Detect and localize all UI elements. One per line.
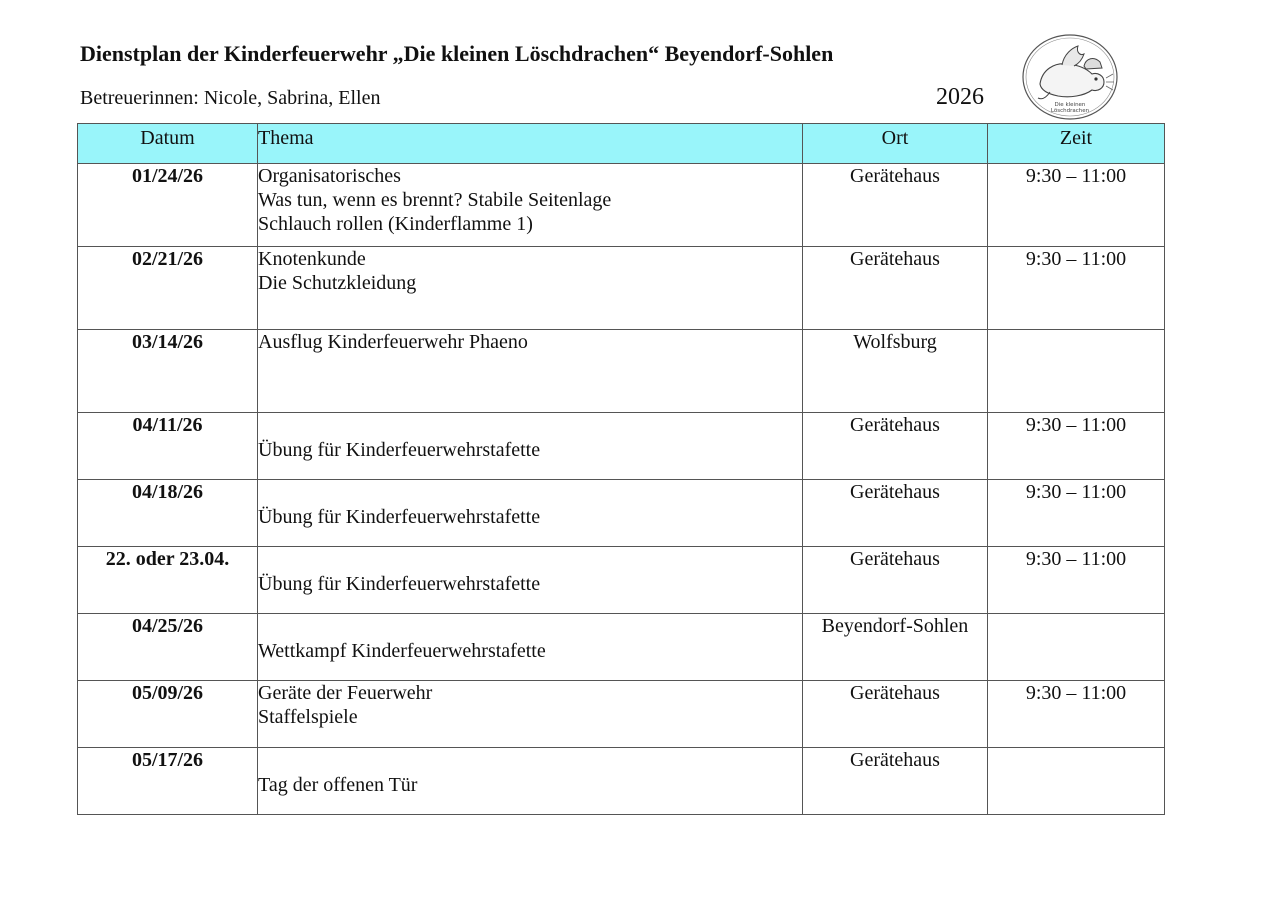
row-place: Beyendorf-Sohlen [803,614,988,681]
row-time: 9:30 – 11:00 [988,547,1165,614]
table-row [78,547,1165,614]
svg-text:Löschdrachen: Löschdrachen [1050,108,1090,114]
row-time: 9:30 – 11:00 [988,480,1165,547]
row-place: Wolfsburg [803,330,988,413]
row-topic [258,330,803,413]
topic-line: Organisatorisches [258,165,401,187]
column-header-date: Datum [78,124,258,164]
table-row [78,681,1165,748]
row-date: 04/11/26 [78,413,258,480]
row-date: 01/24/26 [78,164,258,247]
row-time [988,330,1165,413]
topic-line: Schlauch rollen (Kinderflamme 1) [258,213,533,235]
row-time [988,614,1165,681]
row-date: 03/14/26 [78,330,258,413]
row-topic [258,547,803,614]
row-topic [258,480,803,547]
row-topic [258,614,803,681]
topic-line: Die Schutzkleidung [258,272,417,294]
topic-line: Übung für Kinderfeuerwehrstafette [258,573,541,595]
row-date: 05/09/26 [78,681,258,748]
row-date: 04/25/26 [78,614,258,681]
row-place: Gerätehaus [803,164,988,247]
row-place: Gerätehaus [803,547,988,614]
topic-line: Knotenkunde [258,248,366,270]
row-topic [258,748,803,815]
topic-line: Geräte der Feuerwehr [258,682,433,704]
page-title: Dienstplan der Kinderfeuerwehr „Die kleinen Löschdrachen“ Beyendorf-Sohlen [80,41,834,66]
topic-line: Tag der offenen Tür [258,774,418,796]
column-header-place: Ort [803,124,988,164]
row-place: Gerätehaus [803,247,988,330]
row-place: Gerätehaus [803,480,988,547]
row-time: 9:30 – 11:00 [988,681,1165,748]
table-row [78,164,1165,247]
topic-line: Ausflug Kinderfeuerwehr Phaeno [258,331,528,353]
table-header-row [78,124,1165,164]
row-time [988,748,1165,815]
row-place: Gerätehaus [803,413,988,480]
year-label: 2026 [936,84,984,110]
column-header-time: Zeit [988,124,1165,164]
dragon-logo-icon [1020,32,1120,122]
row-topic [258,247,803,330]
duty-schedule-table [77,123,1165,815]
topic-line: Wettkampf Kinderfeuerwehrstafette [258,640,546,662]
topic-line: Was tun, wenn es brennt? Stabile Seitenlage [258,189,612,211]
row-date: 05/17/26 [78,748,258,815]
table-row [78,413,1165,480]
table-row [78,748,1165,815]
row-place: Gerätehaus [803,748,988,815]
table-row [78,247,1165,330]
column-header-topic: Thema [258,124,803,164]
svg-text:Die kleinen: Die kleinen [1054,102,1086,108]
topic-line: Übung für Kinderfeuerwehrstafette [258,506,541,528]
topic-line: Übung für Kinderfeuerwehrstafette [258,439,541,461]
row-topic [258,681,803,748]
row-topic [258,413,803,480]
table-row [78,330,1165,413]
row-time: 9:30 – 11:00 [988,413,1165,480]
table-row [78,480,1165,547]
row-date: 04/18/26 [78,480,258,547]
row-date: 02/21/26 [78,247,258,330]
supervisors-line: Betreuerinnen: Nicole, Sabrina, Ellen [80,87,381,109]
row-topic [258,164,803,247]
row-time: 9:30 – 11:00 [988,164,1165,247]
row-place: Gerätehaus [803,681,988,748]
topic-line: Staffelspiele [258,706,358,728]
row-date: 22. oder 23.04. [78,547,258,614]
row-time: 9:30 – 11:00 [988,247,1165,330]
table-row [78,614,1165,681]
